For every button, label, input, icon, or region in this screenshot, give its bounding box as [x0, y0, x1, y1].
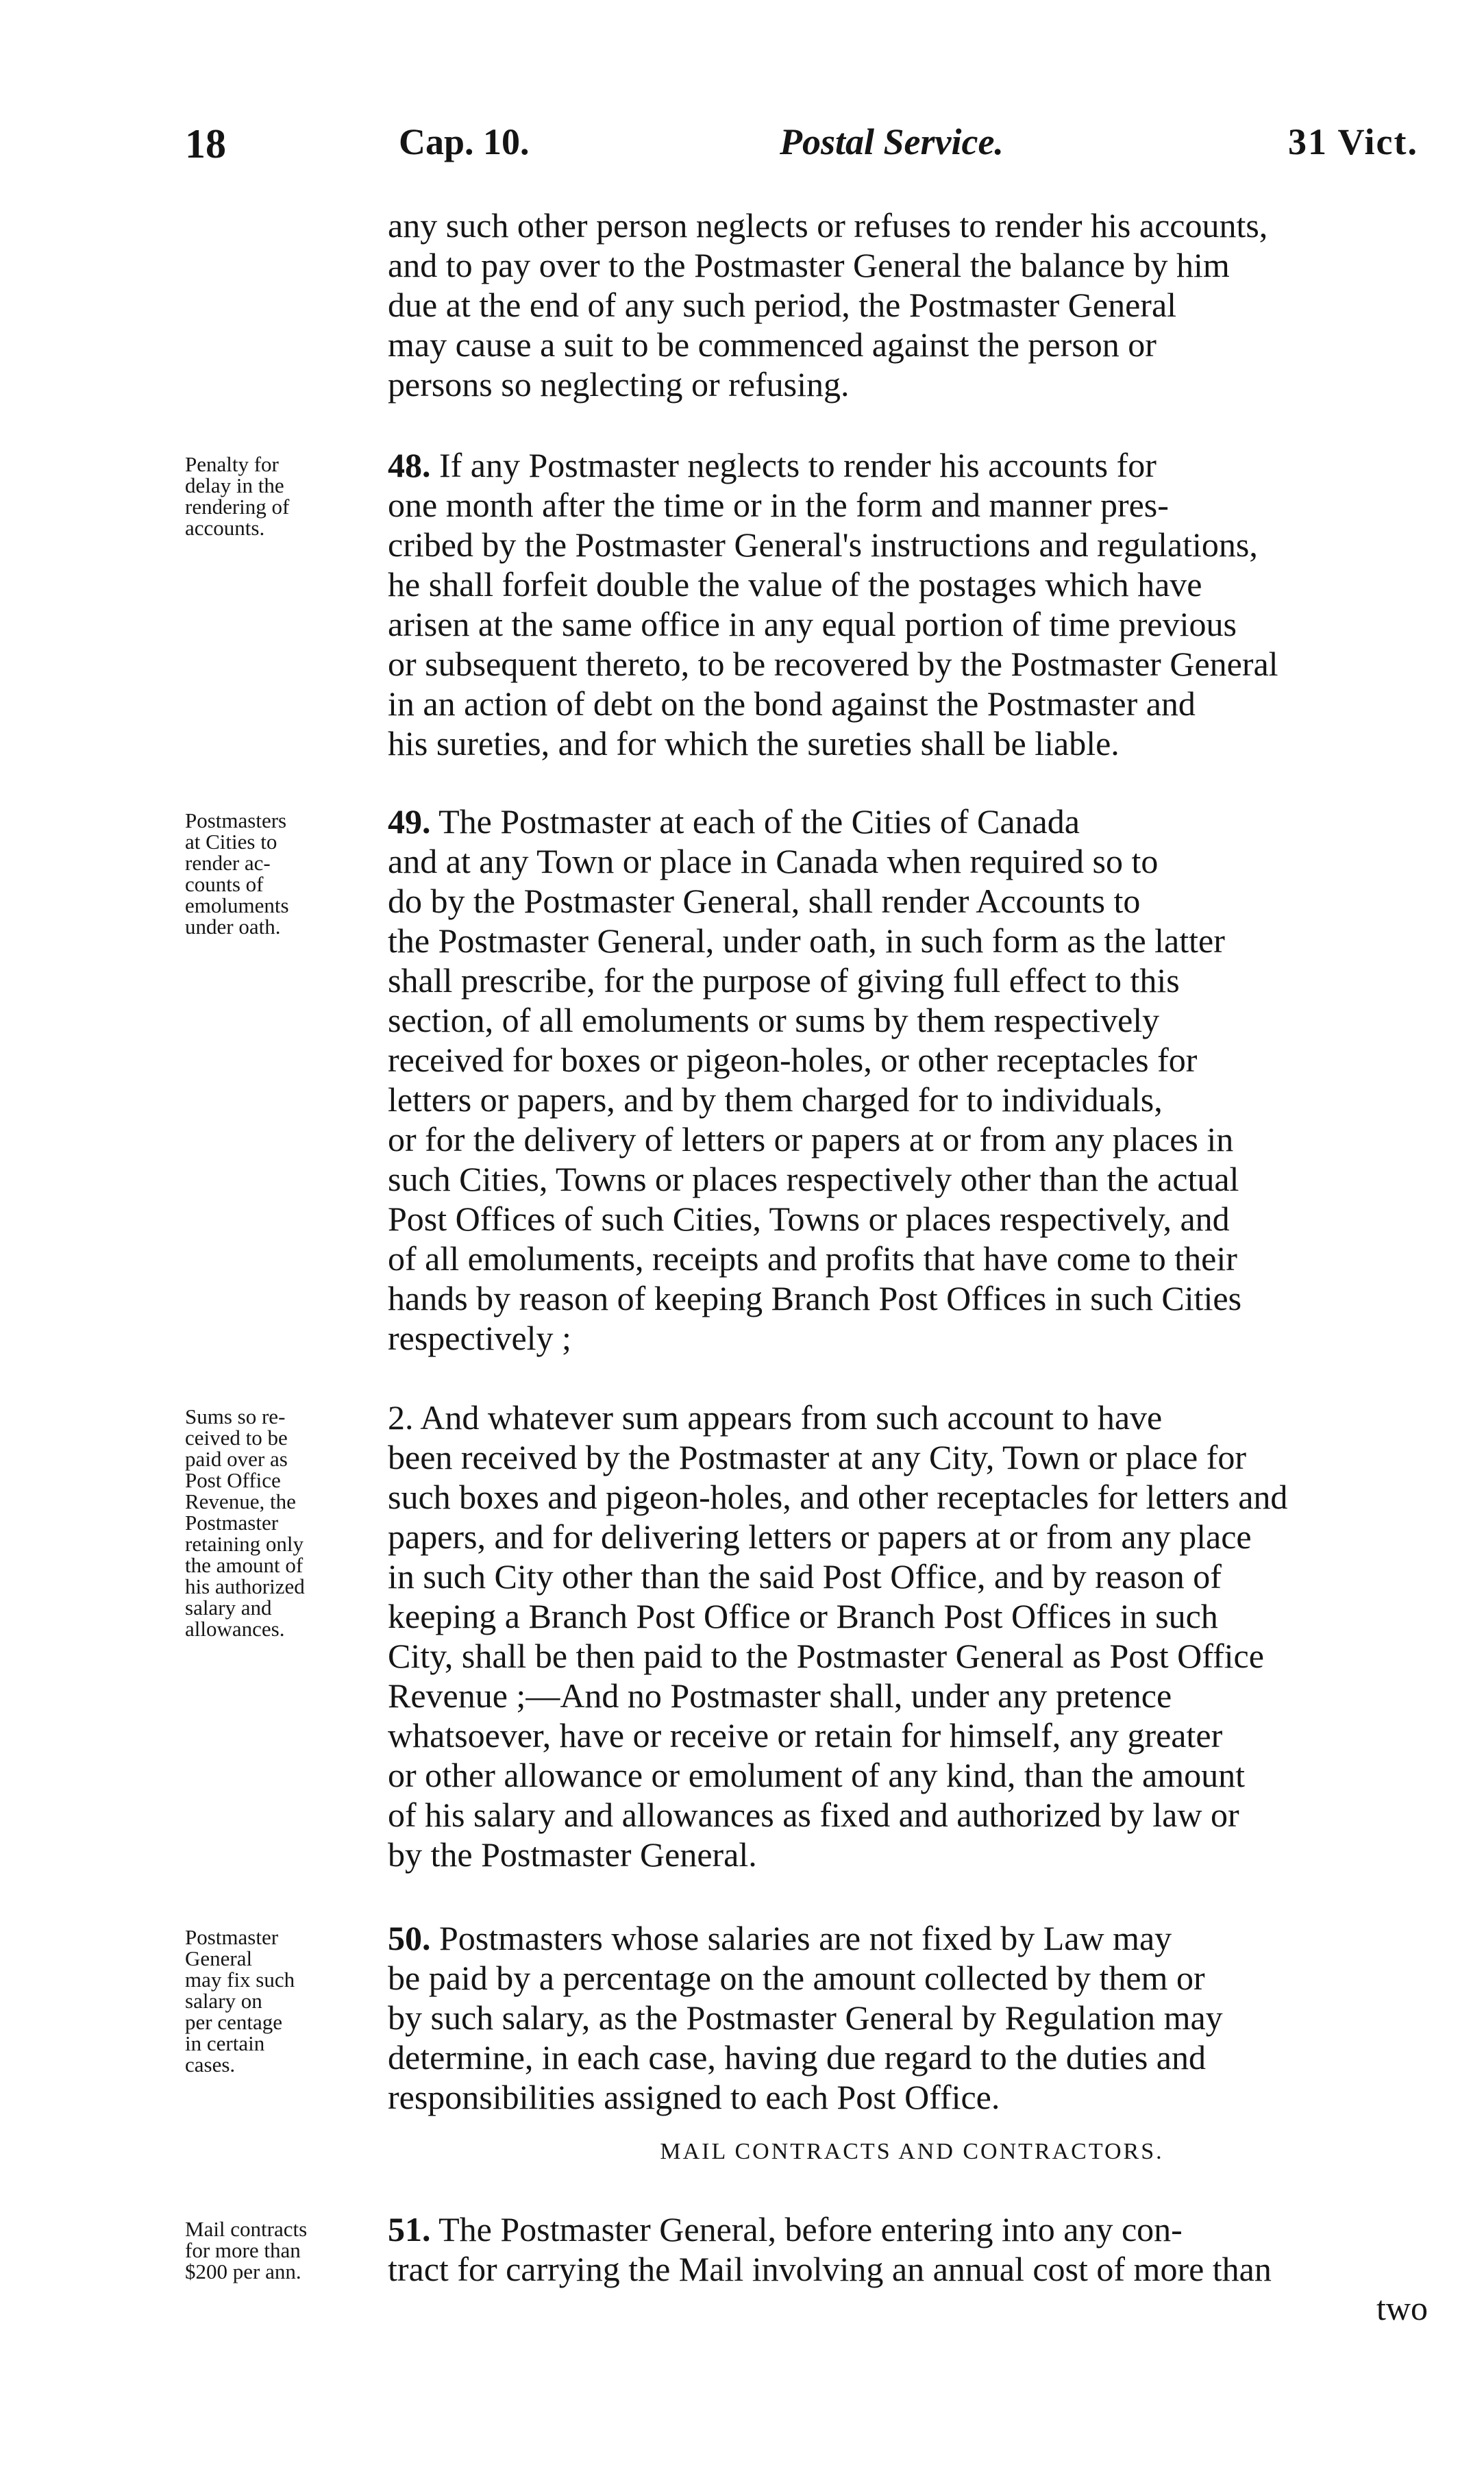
margin-note-49-2: Sums so re- ceived to be paid over as Post Office Revenue, the Postmaster retaining only the amount of his authorized salary and allowances.	[185, 1404, 305, 1641]
section-49	[388, 802, 1436, 1358]
section-51-number: 51.	[388, 2210, 431, 2248]
section-51	[388, 2209, 1436, 2289]
chapter-label: Cap. 10.	[399, 121, 530, 162]
margin-note-49: Postmasters at Cities to render ac- counts of emoluments under oath.	[185, 808, 289, 939]
margin-note-48: Penalty for delay in the rendering of accounts.	[185, 452, 290, 540]
page-number: 18	[185, 121, 226, 166]
section-48	[388, 445, 1436, 763]
section-50-text: Postmasters whose salaries are not fixed by Law may be paid by a percentage on the amount collected by them or by such salary, as the Postmaster General by Regulation may determine, in each case, having due regard to the duties and responsibilities assigned to each Post Office.	[388, 1919, 1223, 2116]
section-48-text: If any Postmaster neglects to render his accounts for one month after the time or in the form and manner pres- cribed by the Postmaster General's instructions and regulations, he shall forfeit double the value of the postages which have arisen at the same office in any equal portion of time previous or subsequent thereto, to be recovered by the Postmaster General in an action of debt on the bond against the Postmaster and his sureties, and for which the sureties shall be liable.	[388, 446, 1278, 763]
continuation-paragraph: any such other person neglects or refuses to render his accounts, and to pay over to the Postmaster General the balance by him due at the end of any such period, the Postmaster General may cause a suit to be commenced against the person or persons so neglecting or refusing.	[388, 206, 1268, 404]
section-heading: MAIL CONTRACTS AND CONTRACTORS.	[660, 2139, 1164, 2164]
section-50-number: 50.	[388, 1919, 431, 1957]
section-49-subsection-2: 2. And whatever sum appears from such account to have been received by the Postmaster at any City, Town or place for such boxes and pigeon-holes, and other receptacles for letters and papers, and for delivering letters or papers at or from any place in such City other than the said Post Office, and by reason of keeping a Branch Post Office or Branch Post Offices in such City, shall be then paid to the Postmaster General as Post Office Revenue ;—And no Postmaster shall, under any pretence whatsoever, have or receive or retain for himself, any greater or other allowance or emolument of any kind, than the amount of his salary and allowances as fixed and authorized by law or by the Postmaster General.	[388, 1398, 1288, 1874]
regnal-year: 31 Vict.	[1288, 121, 1418, 162]
section-48-number: 48.	[388, 446, 431, 484]
section-49-number: 49.	[388, 802, 431, 841]
section-50	[388, 1918, 1436, 2117]
catchword: two	[1376, 2289, 1428, 2327]
running-title: Postal Service.	[780, 121, 1004, 162]
margin-note-51: Mail contracts for more than $200 per ann.	[185, 2217, 308, 2283]
section-49-text: The Postmaster at each of the Cities of Canada and at any Town or place in Canada when required so to do by the Postmaster General, shall render Accounts to the Postmaster General, under oath, in such form as the latter shall prescribe, for the purpose of giving full effect to this section, of all emoluments or sums by them respectively received for boxes or pigeon-holes, or other receptacles for letters or papers, and by them charged for to individuals, or for the delivery of letters or papers at or from any places in such Cities, Towns or places respectively other than the actual Post Offices of such Cities, Towns or places respectively, and of all emoluments, receipts and profits that have come to their hands by reason of keeping Branch Post Offices in such Cities respectively ;	[388, 802, 1242, 1357]
section-51-text: The Postmaster General, before entering into any con- tract for carrying the Mail involving an annual cost of more than	[388, 2210, 1272, 2288]
margin-note-50: Postmaster General may fix such salary on per centage in certain cases.	[185, 1925, 295, 2077]
